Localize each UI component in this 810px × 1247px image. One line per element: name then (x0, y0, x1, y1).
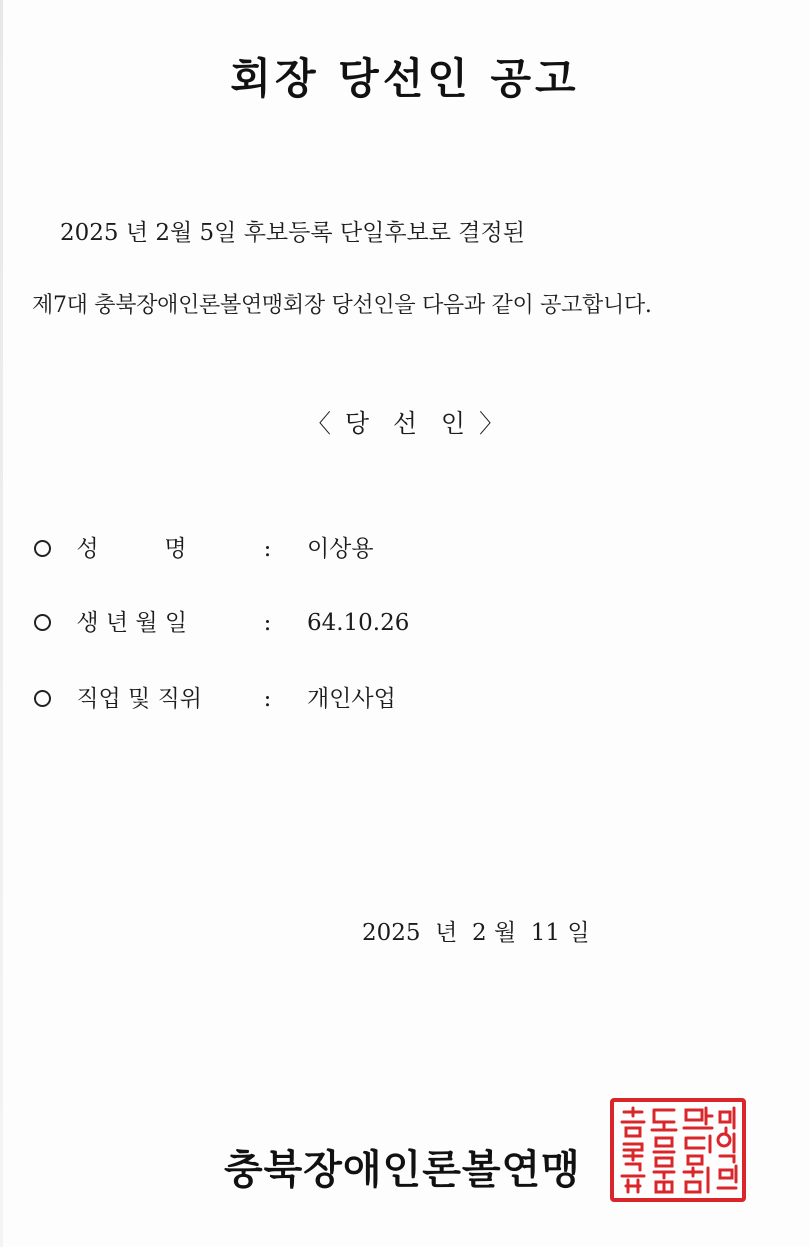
field-birthdate (34, 604, 409, 637)
field-value: 64.10.26 (306, 610, 410, 636)
field-value: 개인사업 (306, 686, 396, 712)
circle-bullet-icon (34, 614, 51, 631)
field-colon: : (263, 536, 272, 562)
organization-name: 충북장애인론볼연맹 (224, 1147, 581, 1193)
intro-line-2: 제7대 충북장애인론볼연맹회장 당선인을 다음과 같이 공고합니다. (32, 293, 652, 318)
field-name (34, 530, 374, 563)
winner-subheading (0, 404, 810, 440)
circle-bullet-icon (34, 690, 51, 707)
official-seal-stamp (610, 1098, 746, 1202)
field-label: 직업 및 직위 (76, 686, 203, 712)
document-title: 회장 당선인 공고 (230, 54, 580, 103)
seal-glyphs-icon (614, 1102, 742, 1198)
announcement-date: 2025 년 2 월 11 일 (362, 920, 590, 946)
field-colon: : (263, 686, 272, 712)
field-colon: : (263, 610, 272, 636)
scan-edge (0, 0, 3, 1247)
subheading-open-bracket: 〈 (305, 409, 331, 438)
field-value: 이상용 (306, 536, 374, 562)
intro-line-1: 2025 년 2월 5일 후보등록 단일후보로 결정된 (60, 220, 525, 246)
circle-bullet-icon (34, 540, 51, 557)
subheading-close-bracket: 〉 (479, 409, 505, 438)
field-label: 생 년 월 일 (76, 610, 188, 636)
field-occupation (34, 680, 396, 713)
field-label: 성 명 (76, 536, 187, 562)
subheading-text: 당 선 인 (344, 409, 466, 438)
